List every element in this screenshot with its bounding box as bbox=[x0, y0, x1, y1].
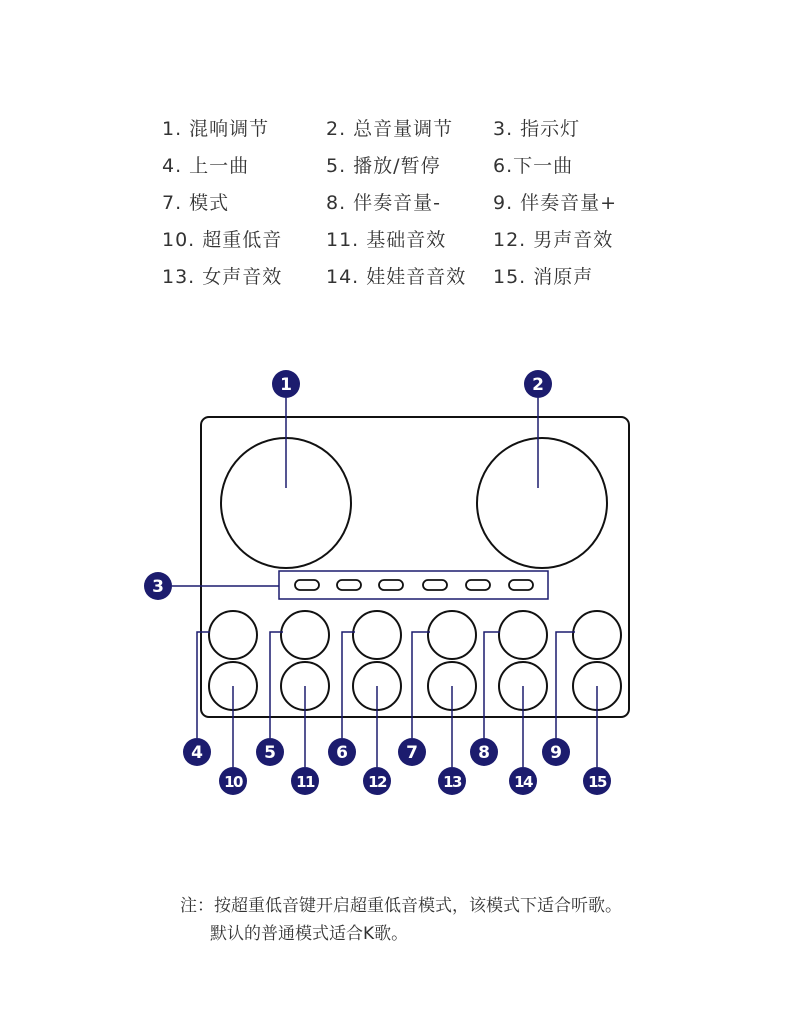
legend-item: 6.下一曲 bbox=[493, 155, 574, 177]
legend-item: 5. 播放/暂停 bbox=[326, 155, 441, 177]
indicator-led bbox=[466, 580, 490, 590]
callout-badge-8 bbox=[470, 738, 498, 766]
indicator-led bbox=[509, 580, 533, 590]
callout-number: 2 bbox=[532, 375, 544, 395]
indicator-led bbox=[295, 580, 319, 590]
callout-number: 9 bbox=[550, 743, 562, 763]
callout-badge-4 bbox=[183, 738, 211, 766]
indicator-led bbox=[337, 580, 361, 590]
legend-item: 8. 伴奏音量- bbox=[326, 192, 442, 214]
legend-item: 11. 基础音效 bbox=[326, 229, 447, 251]
callout-badge-5 bbox=[256, 738, 284, 766]
note-line-1: 注：按超重低音键开启超重低音模式，该模式下适合听歌。 bbox=[180, 896, 622, 916]
top-row-button bbox=[209, 611, 257, 659]
indicator-led bbox=[379, 580, 403, 590]
top-row-button bbox=[573, 611, 621, 659]
callout-badge-3 bbox=[144, 572, 172, 600]
legend-item: 9. 伴奏音量+ bbox=[493, 192, 618, 214]
callout-badge-7 bbox=[398, 738, 426, 766]
legend-item: 15. 消原声 bbox=[493, 266, 594, 288]
legend-item: 14. 娃娃音音效 bbox=[326, 266, 467, 288]
master-volume-knob bbox=[477, 438, 607, 568]
callout-badge-14 bbox=[509, 767, 537, 795]
callout-number: 11 bbox=[296, 773, 314, 791]
callout-badge-12 bbox=[363, 767, 391, 795]
callout-badge-2 bbox=[524, 370, 552, 398]
callout-badge-1 bbox=[272, 370, 300, 398]
legend-item: 12. 男声音效 bbox=[493, 229, 614, 251]
note-line-2: 默认的普通模式适合K歌。 bbox=[210, 924, 409, 944]
callout-number: 7 bbox=[406, 743, 418, 763]
callout-number: 15 bbox=[588, 773, 606, 791]
callout-number: 4 bbox=[191, 743, 203, 763]
callout-number: 8 bbox=[478, 743, 490, 763]
callout-number: 12 bbox=[368, 773, 386, 791]
callout-badge-15 bbox=[583, 767, 611, 795]
callout-number: 6 bbox=[336, 743, 348, 763]
legend-item: 1. 混响调节 bbox=[162, 118, 270, 140]
callout-badge-13 bbox=[438, 767, 466, 795]
callout-number: 1 bbox=[280, 375, 292, 395]
legend-item: 4. 上一曲 bbox=[162, 155, 250, 177]
top-row-button bbox=[353, 611, 401, 659]
legend-item: 10. 超重低音 bbox=[162, 229, 283, 251]
footnote bbox=[180, 892, 622, 948]
indicator-led bbox=[423, 580, 447, 590]
callout-badge-11 bbox=[291, 767, 319, 795]
legend-item: 3. 指示灯 bbox=[493, 118, 581, 140]
callout-number: 14 bbox=[514, 773, 532, 791]
top-row-button bbox=[499, 611, 547, 659]
legend-item: 7. 模式 bbox=[162, 192, 230, 214]
callout-number: 3 bbox=[152, 577, 164, 597]
top-row-button bbox=[281, 611, 329, 659]
callout-badge-6 bbox=[328, 738, 356, 766]
callout-number: 5 bbox=[264, 743, 276, 763]
legend-item: 2. 总音量调节 bbox=[326, 118, 454, 140]
legend-item: 13. 女声音效 bbox=[162, 266, 283, 288]
top-row-button bbox=[428, 611, 476, 659]
callout-badge-10 bbox=[219, 767, 247, 795]
callout-number: 13 bbox=[443, 773, 461, 791]
callout-badge-9 bbox=[542, 738, 570, 766]
callout-number: 10 bbox=[224, 773, 242, 791]
